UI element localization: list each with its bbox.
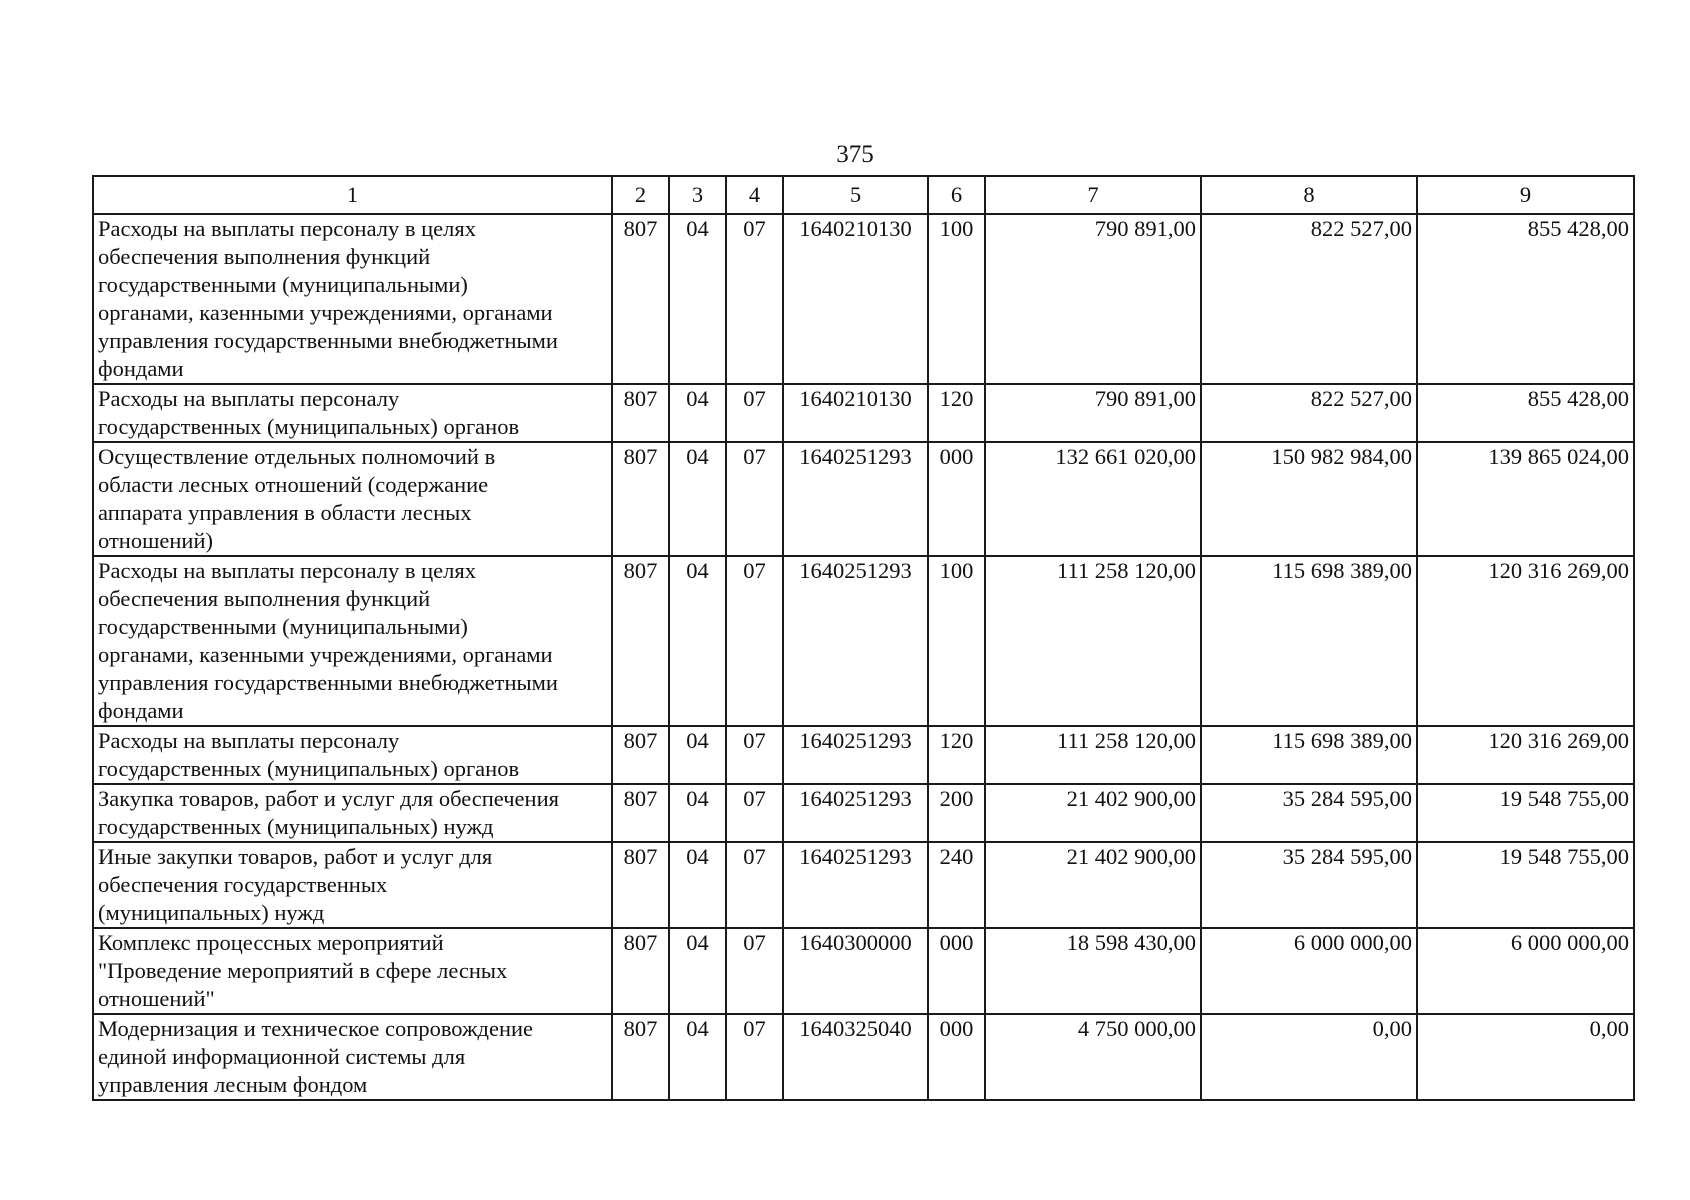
amount-col-9: 120 316 269,00 <box>1417 556 1634 726</box>
table-row <box>93 726 1634 784</box>
table-row <box>93 556 1634 726</box>
expense-type-code: 000 <box>928 1014 985 1100</box>
column-header-6: 6 <box>928 176 985 214</box>
expense-type-code: 100 <box>928 214 985 384</box>
amount-col-9: 139 865 024,00 <box>1417 442 1634 556</box>
section-code: 04 <box>669 1014 726 1100</box>
amount-col-8: 35 284 595,00 <box>1201 842 1417 928</box>
amount-col-9: 6 000 000,00 <box>1417 928 1634 1014</box>
section-code: 04 <box>669 928 726 1014</box>
subsection-code: 07 <box>726 842 783 928</box>
amount-col-7: 790 891,00 <box>985 214 1201 384</box>
amount-col-7: 132 661 020,00 <box>985 442 1201 556</box>
amount-col-9: 855 428,00 <box>1417 384 1634 442</box>
amount-col-7: 21 402 900,00 <box>985 784 1201 842</box>
column-header-2: 2 <box>612 176 669 214</box>
target-item-code: 1640251293 <box>783 726 928 784</box>
subsection-code: 07 <box>726 1014 783 1100</box>
column-header-3: 3 <box>669 176 726 214</box>
budget-table <box>92 175 1635 1101</box>
expense-name: Модернизация и техническое сопровождение единой информационной системы для управления лесным фондом <box>93 1014 612 1100</box>
amount-col-8: 0,00 <box>1201 1014 1417 1100</box>
amount-col-8: 822 527,00 <box>1201 384 1417 442</box>
expense-name: Расходы на выплаты персоналу государственных (муниципальных) органов <box>93 726 612 784</box>
target-item-code: 1640251293 <box>783 442 928 556</box>
target-item-code: 1640210130 <box>783 384 928 442</box>
table-row <box>93 784 1634 842</box>
expense-name: Расходы на выплаты персоналу государственных (муниципальных) органов <box>93 384 612 442</box>
table-row <box>93 442 1634 556</box>
expense-name: Осуществление отдельных полномочий в области лесных отношений (содержание аппарата управления в области лесных отношений) <box>93 442 612 556</box>
amount-col-8: 6 000 000,00 <box>1201 928 1417 1014</box>
section-code: 04 <box>669 556 726 726</box>
column-header-4: 4 <box>726 176 783 214</box>
section-code: 04 <box>669 726 726 784</box>
target-item-code: 1640325040 <box>783 1014 928 1100</box>
amount-col-7: 18 598 430,00 <box>985 928 1201 1014</box>
subsection-code: 07 <box>726 784 783 842</box>
target-item-code: 1640300000 <box>783 928 928 1014</box>
page-number: 375 <box>836 141 874 168</box>
amount-col-7: 111 258 120,00 <box>985 556 1201 726</box>
table-row <box>93 842 1634 928</box>
target-item-code: 1640210130 <box>783 214 928 384</box>
amount-col-9: 855 428,00 <box>1417 214 1634 384</box>
amount-col-8: 115 698 389,00 <box>1201 726 1417 784</box>
expense-name: Расходы на выплаты персоналу в целях обеспечения выполнения функций государственными (муниципальными) органами, казенными учреждениями, органами управления государственными внебюджетными фондами <box>93 214 612 384</box>
amount-col-8: 822 527,00 <box>1201 214 1417 384</box>
ministry-code: 807 <box>612 1014 669 1100</box>
expense-type-code: 120 <box>928 726 985 784</box>
amount-col-9: 0,00 <box>1417 1014 1634 1100</box>
section-code: 04 <box>669 214 726 384</box>
expense-type-code: 240 <box>928 842 985 928</box>
table-row <box>93 384 1634 442</box>
expense-name: Закупка товаров, работ и услуг для обеспечения государственных (муниципальных) нужд <box>93 784 612 842</box>
column-header-9: 9 <box>1417 176 1634 214</box>
subsection-code: 07 <box>726 384 783 442</box>
subsection-code: 07 <box>726 928 783 1014</box>
expense-type-code: 120 <box>928 384 985 442</box>
expense-type-code: 100 <box>928 556 985 726</box>
subsection-code: 07 <box>726 556 783 726</box>
expense-name: Комплекс процессных мероприятий "Проведение мероприятий в сфере лесных отношений" <box>93 928 612 1014</box>
amount-col-7: 21 402 900,00 <box>985 842 1201 928</box>
target-item-code: 1640251293 <box>783 784 928 842</box>
column-header-5: 5 <box>783 176 928 214</box>
amount-col-9: 19 548 755,00 <box>1417 784 1634 842</box>
amount-col-8: 35 284 595,00 <box>1201 784 1417 842</box>
amount-col-7: 790 891,00 <box>985 384 1201 442</box>
expense-name: Расходы на выплаты персоналу в целях обеспечения выполнения функций государственными (муниципальными) органами, казенными учреждениями, органами управления государственными внебюджетными фондами <box>93 556 612 726</box>
target-item-code: 1640251293 <box>783 556 928 726</box>
subsection-code: 07 <box>726 726 783 784</box>
amount-col-8: 150 982 984,00 <box>1201 442 1417 556</box>
ministry-code: 807 <box>612 784 669 842</box>
ministry-code: 807 <box>612 928 669 1014</box>
section-code: 04 <box>669 442 726 556</box>
amount-col-7: 4 750 000,00 <box>985 1014 1201 1100</box>
section-code: 04 <box>669 384 726 442</box>
section-code: 04 <box>669 784 726 842</box>
amount-col-7: 111 258 120,00 <box>985 726 1201 784</box>
table-row <box>93 214 1634 384</box>
ministry-code: 807 <box>612 842 669 928</box>
table-row <box>93 1014 1634 1100</box>
ministry-code: 807 <box>612 556 669 726</box>
column-header-1: 1 <box>93 176 612 214</box>
expense-type-code: 000 <box>928 928 985 1014</box>
ministry-code: 807 <box>612 442 669 556</box>
column-header-7: 7 <box>985 176 1201 214</box>
expense-name: Иные закупки товаров, работ и услуг для обеспечения государственных (муниципальных) нужд <box>93 842 612 928</box>
subsection-code: 07 <box>726 442 783 556</box>
ministry-code: 807 <box>612 214 669 384</box>
expense-type-code: 200 <box>928 784 985 842</box>
target-item-code: 1640251293 <box>783 842 928 928</box>
table-row <box>93 928 1634 1014</box>
expense-type-code: 000 <box>928 442 985 556</box>
amount-col-9: 120 316 269,00 <box>1417 726 1634 784</box>
header-row <box>93 176 1634 214</box>
section-code: 04 <box>669 842 726 928</box>
column-header-8: 8 <box>1201 176 1417 214</box>
subsection-code: 07 <box>726 214 783 384</box>
amount-col-8: 115 698 389,00 <box>1201 556 1417 726</box>
ministry-code: 807 <box>612 384 669 442</box>
amount-col-9: 19 548 755,00 <box>1417 842 1634 928</box>
ministry-code: 807 <box>612 726 669 784</box>
